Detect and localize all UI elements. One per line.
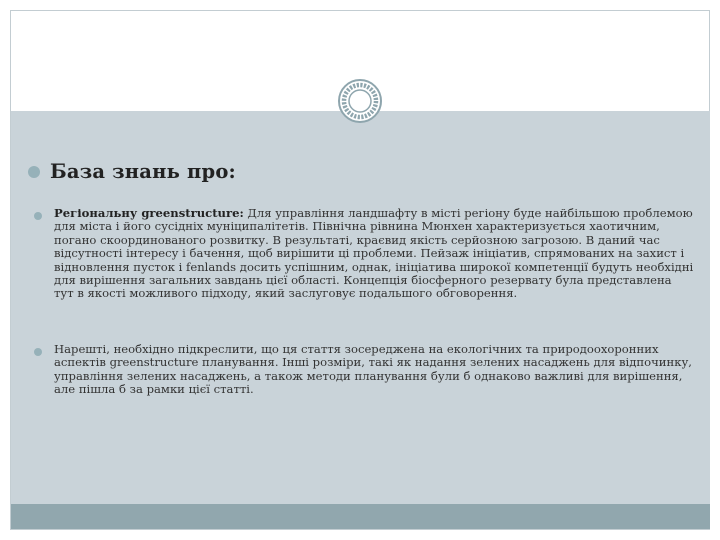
slide-title-row [28, 160, 688, 183]
bullet-item [34, 207, 694, 301]
bullet-lead-term: Регіональну greenstructure: [54, 206, 244, 220]
footer-band [11, 504, 710, 529]
bullet-dot-icon [34, 348, 42, 356]
bullet-text [54, 207, 694, 301]
bullet-dot-icon [28, 166, 40, 178]
bullet-dot-icon [34, 212, 42, 220]
bullet-body: Для управління ландшафту в місті регіону буде найбільшою проблемою для міста і його сусідніх муніципалітетів. Північна рівнина Мюнхен характеризується хаотичним, погано скоординованого розвитку. В результаті, краєвид якість серйозною загрозою. В даний час відсутності інтересу і бачення, щоб вирішити ці проблеми. Пейзаж ініціатив, спрямованих на захист і відновлення пусток і fenlands досить успішним, однак, ініціатива широкої компетенції будуть необхідні для вирішення загальних завдань цієї області. Концепція біосферного резервату була представлена тут в якості можливого підходу, який заслуговує подальшого обговорення. [54, 206, 694, 301]
bullet-text [54, 343, 694, 397]
slide-title: База знань про: [50, 160, 236, 183]
bullet-body: Нарешті, необхідно підкреслити, що ця стаття зосереджена на екологічних та природоохоронних аспектів greenstructure планування. Інші розміри, такі як надання зелених насаджень для відпочинку, управління зелених насаджень, а також методи планування були б однаково важливі для вирішення, але пішла б за рамки цієї статті. [54, 342, 692, 397]
ring-ornament-icon [337, 78, 383, 124]
bullet-item [34, 343, 694, 397]
